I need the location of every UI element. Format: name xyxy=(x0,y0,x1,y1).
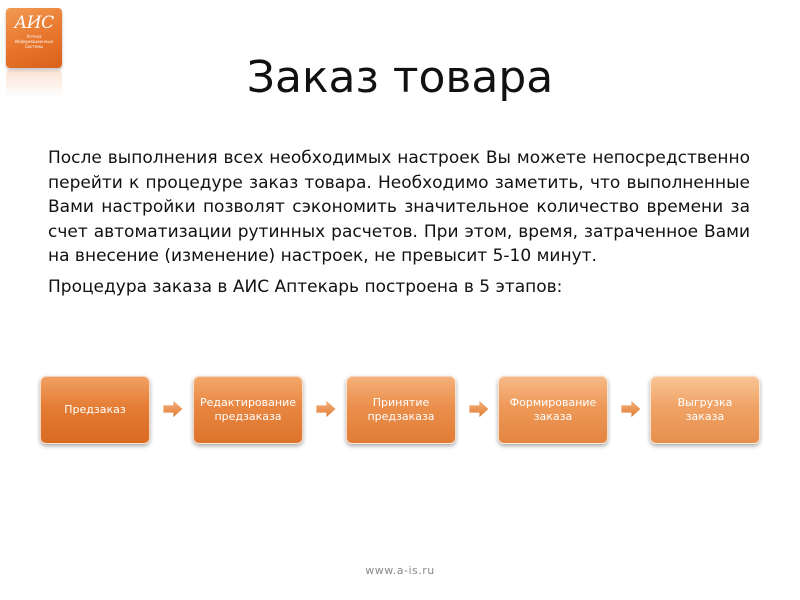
step-form-order xyxy=(498,376,608,444)
order-process-flow xyxy=(40,376,760,446)
step-accept-prezakaz xyxy=(346,376,456,444)
step-prezakaz xyxy=(40,376,150,444)
arrow-right-icon xyxy=(468,398,490,420)
arrow-right-icon xyxy=(620,398,642,420)
intro-paragraph: После выполнения всех необходимых настроек Вы можете непосредственно перейти к процедуре заказ товара. Необходимо заметить, что выполненные Вами настройки позволят сэкономить значительное количество времени за счет автоматизации рутинных расчетов. При этом, время, затраченное Вами на внесение (изменение) настроек, не превысит 5-10 минут. xyxy=(48,148,750,266)
step-label: Выгрузка заказа xyxy=(677,396,733,423)
process-intro-paragraph: Процедура заказа в АИС Аптекарь построена в 5 этапов: xyxy=(48,276,563,297)
slide-body xyxy=(48,146,750,299)
logo-subtitle: Аптека Информационные Системы xyxy=(14,34,54,49)
step-label: Предзаказ xyxy=(64,403,126,416)
step-label: Принятие предзаказа xyxy=(367,396,435,423)
logo-mark: АИС xyxy=(14,13,54,33)
step-edit-prezakaz xyxy=(193,376,303,444)
step-label: Формирование заказа xyxy=(509,396,597,423)
step-export-order xyxy=(650,376,760,444)
arrow-right-icon xyxy=(315,398,337,420)
footer-url: www.a-is.ru xyxy=(365,564,435,577)
slide-title: Заказ товара xyxy=(246,52,554,103)
step-label: Редактирование предзаказа xyxy=(200,396,296,423)
arrow-right-icon xyxy=(162,398,184,420)
